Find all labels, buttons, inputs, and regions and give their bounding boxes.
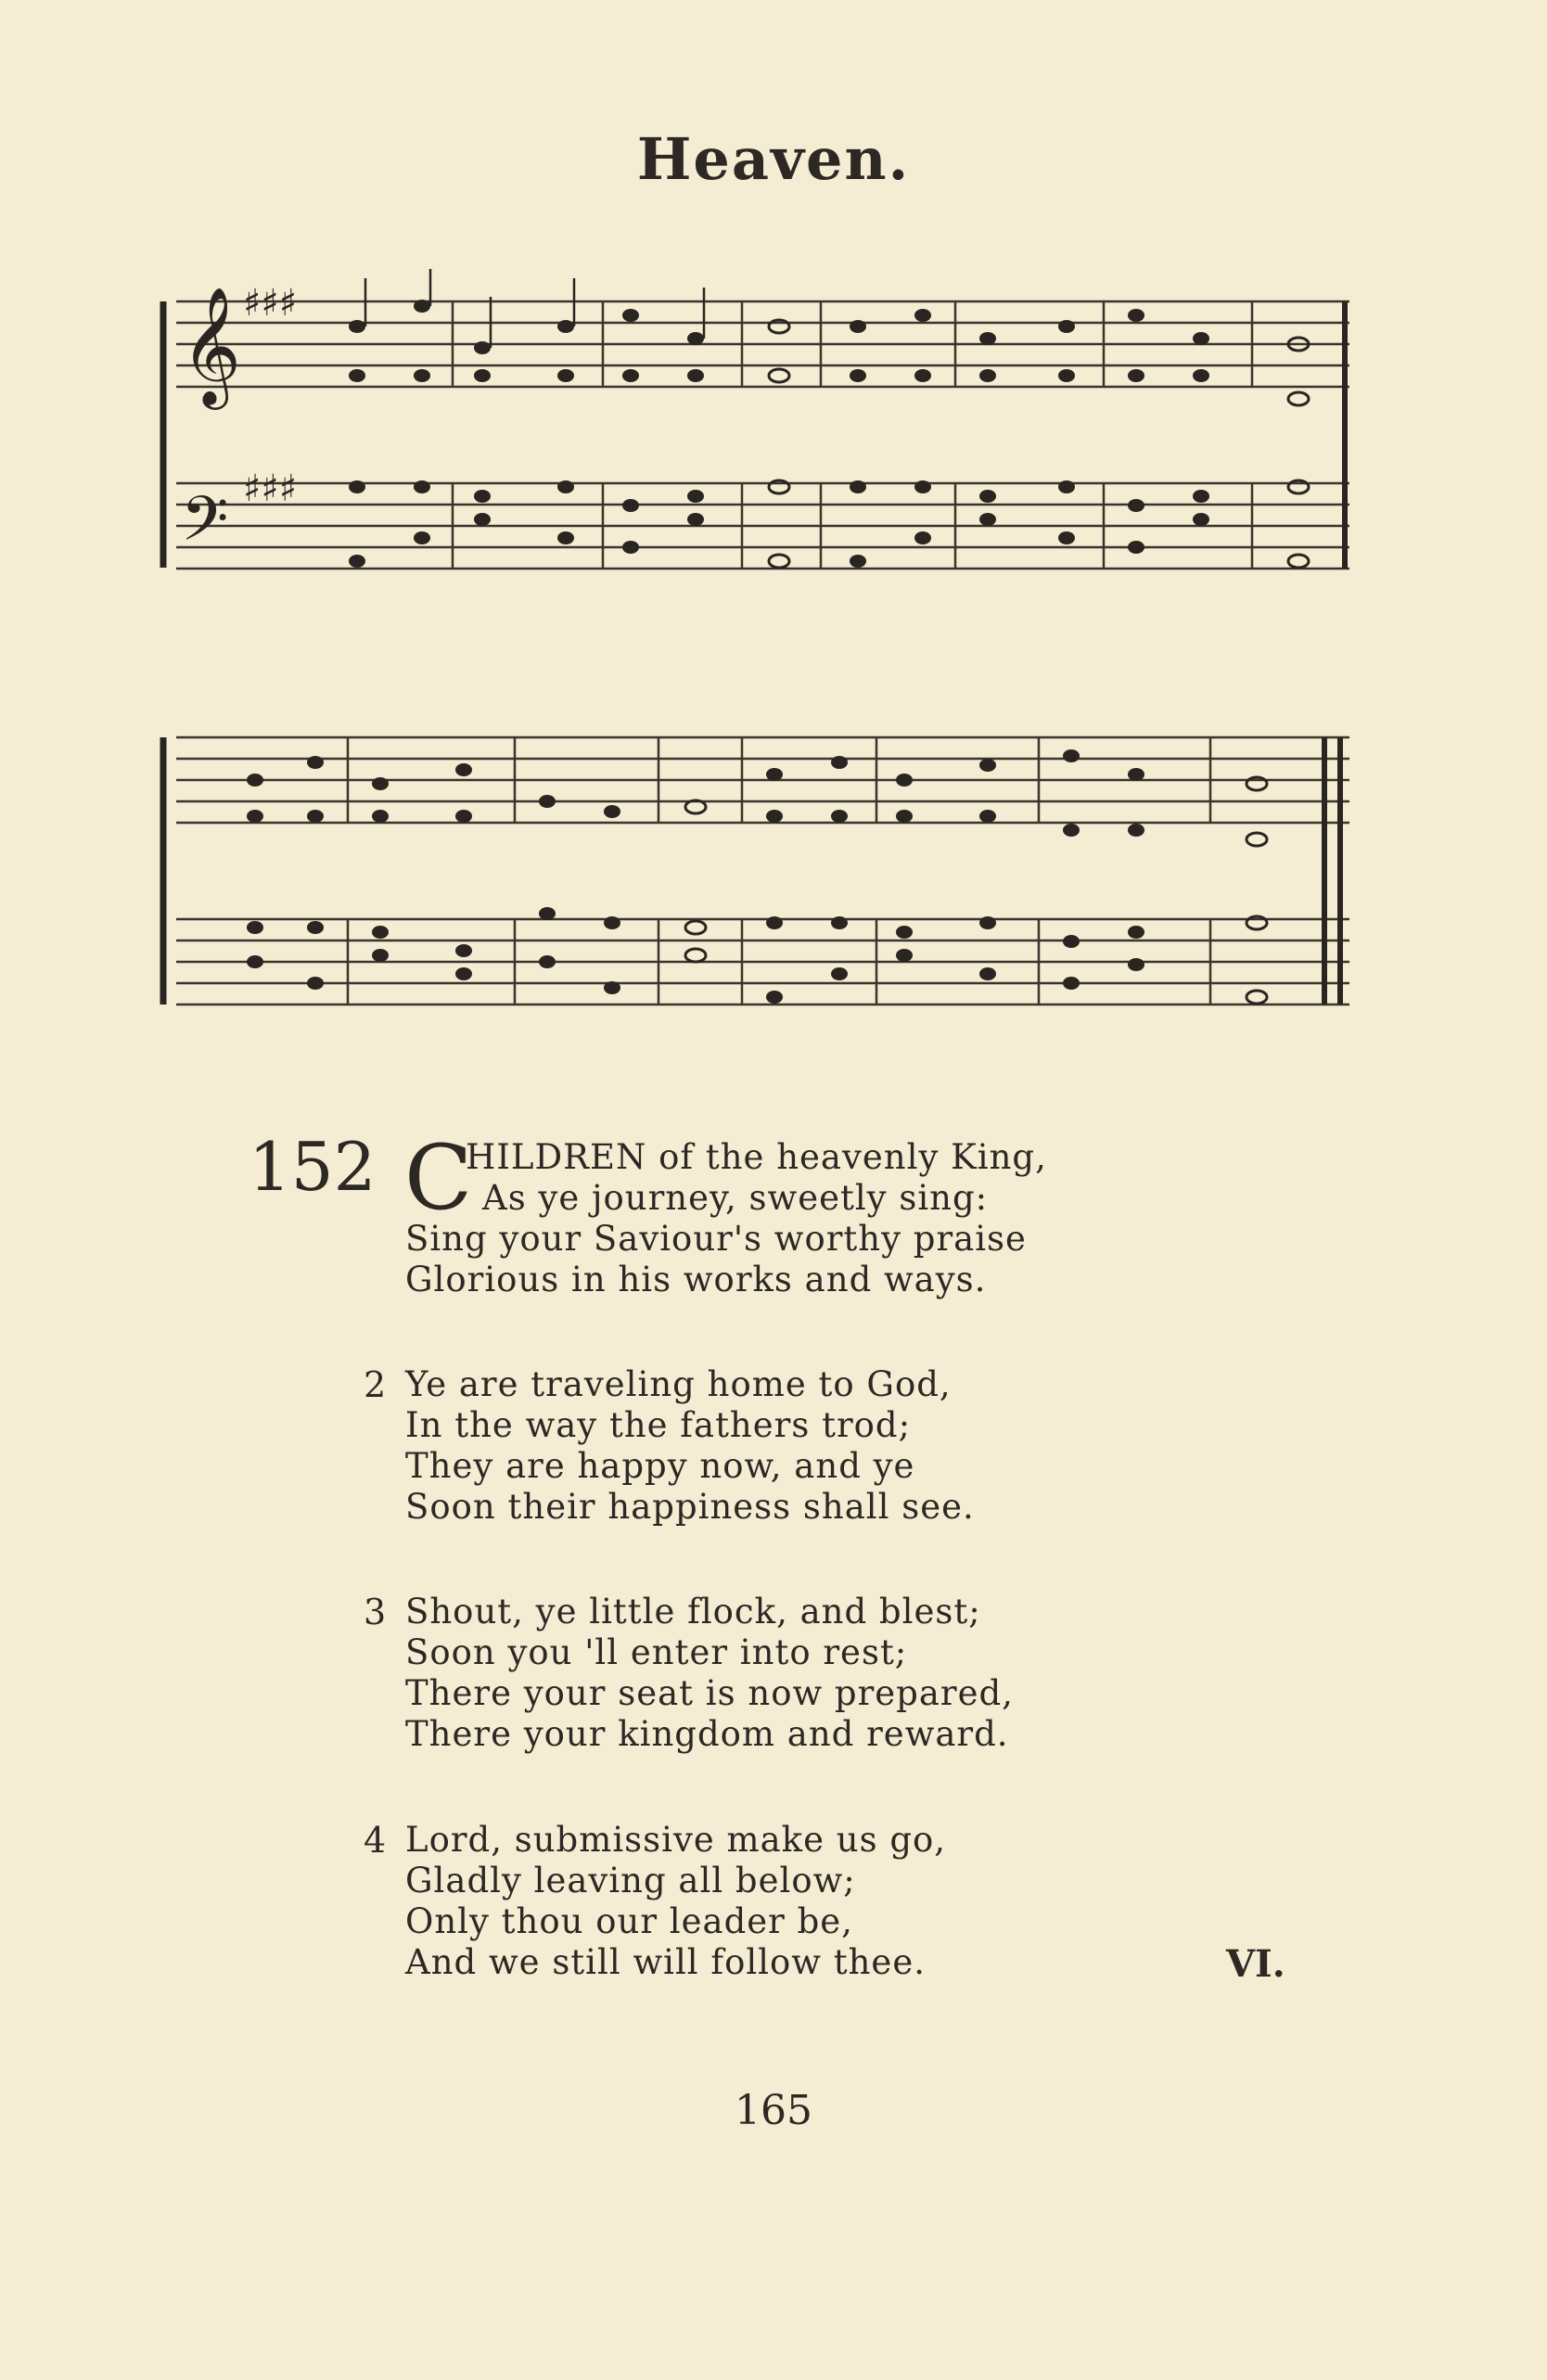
verse-line: Only thou our leader be, — [405, 1901, 853, 1941]
page-title: Heaven. — [636, 125, 911, 193]
page-number: 165 — [735, 2087, 812, 2134]
verse-line: In the way the fathers trod; — [405, 1405, 912, 1445]
verse-line: And we still will follow thee. — [405, 1942, 926, 1982]
verse-number: 3 — [364, 1592, 387, 1632]
music-score — [0, 0, 1547, 1067]
verse-line: Sing your Saviour's worthy praise — [405, 1219, 1027, 1259]
verse-number: 4 — [364, 1820, 387, 1861]
notes-system-1 — [349, 269, 1309, 568]
verse-line: As ye journey, sweetly sing: — [482, 1178, 989, 1218]
verse-number: 2 — [364, 1364, 387, 1405]
dropcap: C — [404, 1126, 473, 1230]
verse-line: Ye are traveling home to God, — [405, 1364, 952, 1404]
tune-mark: VI. — [1226, 1942, 1285, 1986]
verse-line: Lord, submissive make us go, — [405, 1820, 947, 1860]
bass-staff-1 — [176, 483, 1349, 569]
verse-line: Soon their happiness shall see. — [405, 1487, 975, 1527]
treble-clef-icon: 𝄞 — [181, 286, 242, 404]
system-1 — [163, 269, 1349, 569]
verse-line: Glorious in his works and ways. — [405, 1260, 987, 1299]
hymn-number: 152 — [249, 1128, 377, 1206]
system-2 — [163, 737, 1349, 1004]
verse-line: Gladly leaving all below; — [405, 1861, 856, 1900]
verse-line: Soon you 'll enter into rest; — [405, 1632, 908, 1672]
verse-line: There your kingdom and reward. — [405, 1714, 1009, 1754]
verse-line: HILDREN of the heavenly King, — [466, 1137, 1047, 1177]
bass-clef-icon: 𝄢 — [181, 483, 229, 569]
verse-line: They are happy now, and ye — [405, 1446, 915, 1486]
notes-system-2 — [247, 749, 1267, 1004]
treble-staff-2 — [176, 737, 1349, 823]
verse-line: There your seat is now prepared, — [405, 1673, 1014, 1713]
sharp-icon: ♯♯♯ — [243, 282, 298, 325]
verse-line: Shout, ye little flock, and blest; — [405, 1592, 981, 1631]
bass-staff-2 — [176, 919, 1349, 1004]
sharp-icon: ♯♯♯ — [243, 467, 298, 510]
